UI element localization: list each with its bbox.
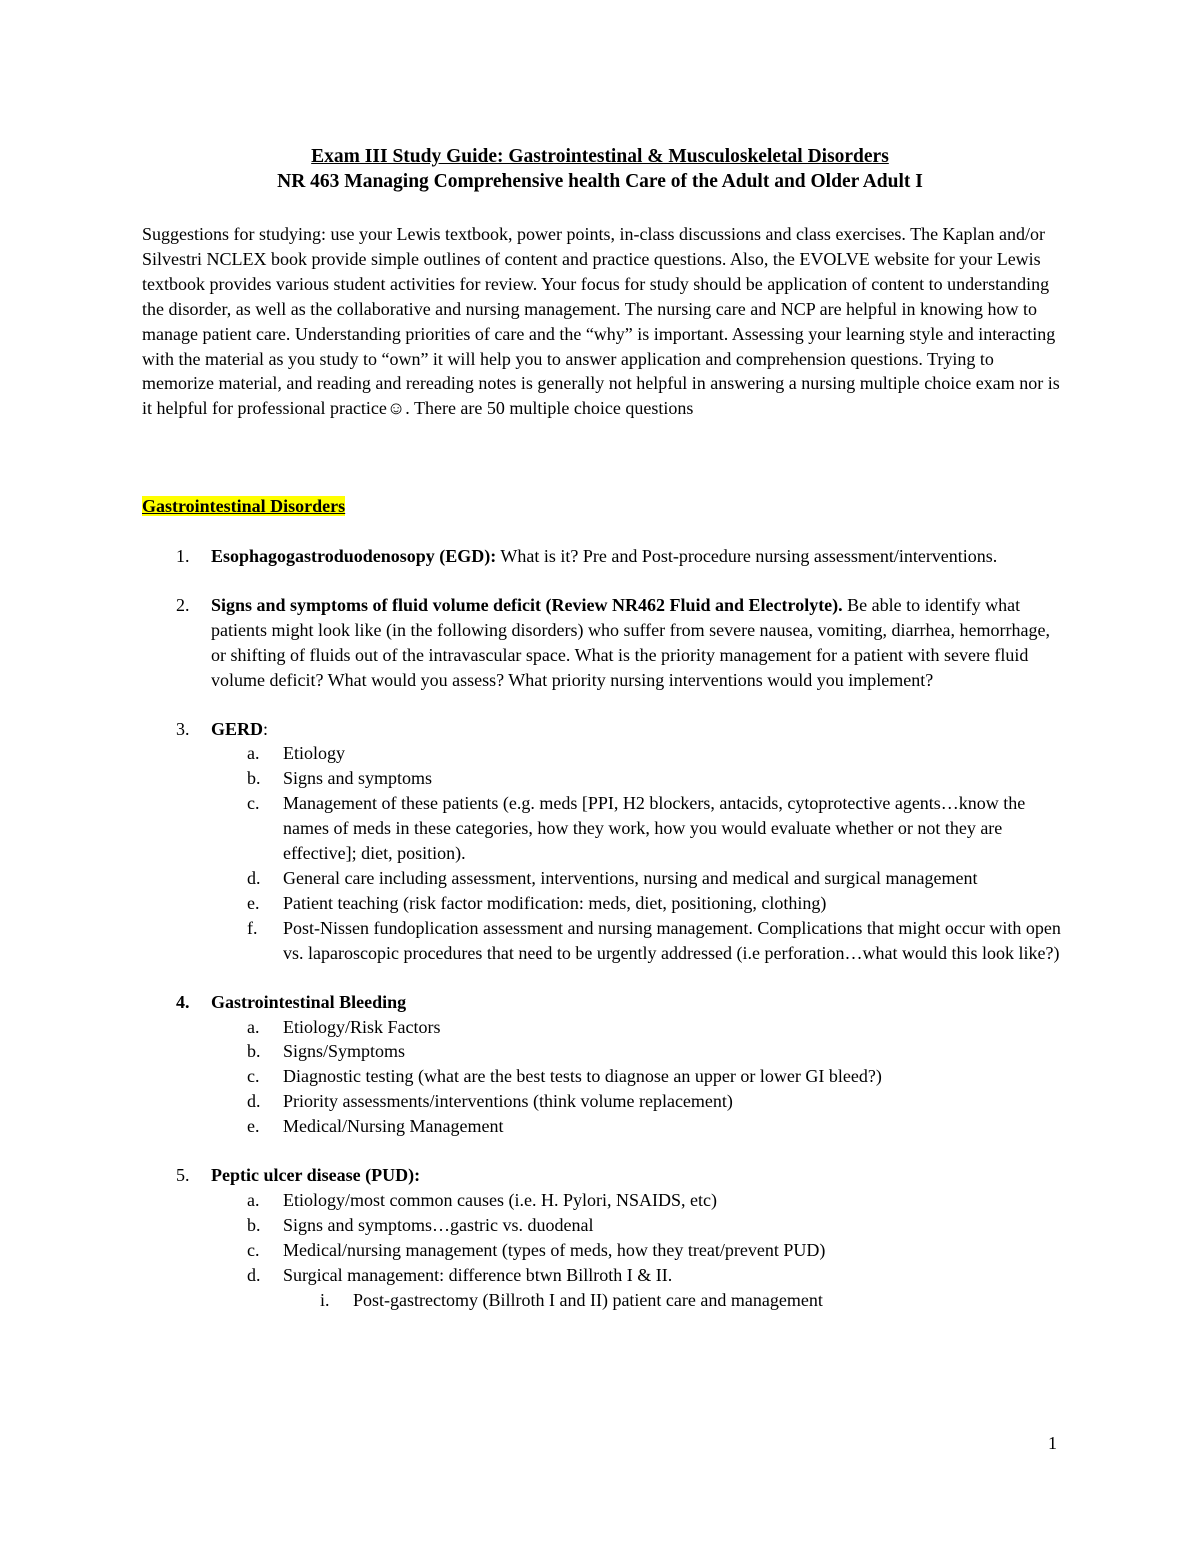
sub-sub-item-text: Post-gastrectomy (Billroth I and II) patient care and management [353, 1289, 823, 1310]
sub-item [0, 916, 1200, 966]
sub-item [0, 1213, 1200, 1238]
sub-item [0, 891, 1200, 916]
sub-item [0, 791, 1200, 866]
sub-item-text: Etiology [283, 743, 345, 764]
document-title: Exam III Study Guide: Gastrointestinal & Musculoskeletal Disorders [311, 146, 889, 167]
item-heading: Signs and symptoms of fluid volume deficit (Review NR462 Fluid and Electrolyte). [211, 594, 843, 615]
document-subtitle: NR 463 Managing Comprehensive health Care of the Adult and Older Adult I [277, 171, 923, 192]
sub-item-letter: c. [247, 1239, 260, 1260]
sub-item [0, 1064, 1200, 1089]
sub-item [0, 1114, 1200, 1139]
item-text [211, 990, 1061, 1015]
sub-item-letter: b. [247, 1041, 261, 1062]
sub-item-text: Etiology/Risk Factors [283, 1016, 441, 1037]
title-block [0, 144, 1200, 194]
item-number: 5. [176, 1165, 190, 1186]
sub-item-letter: c. [247, 793, 260, 814]
sub-item-text: Medical/Nursing Management [283, 1116, 504, 1137]
item-heading: GERD [211, 718, 264, 739]
item-number: 1. [176, 546, 190, 566]
item-body: : [263, 718, 269, 739]
sub-item-text: Priority assessments/interventions (think volume replacement) [283, 1091, 733, 1112]
intro-paragraph: Suggestions for studying: use your Lewis textbook, power points, in-class discussions and class exercises. The Kaplan and/or Silvestri NCLEX book provide simple outlines of content and practice questions. Also, the EVOLVE website for your Lewis textbook provides various student activities for review. Your focus for study should be application of content to understanding the disorder, as well as the collaborative and nursing management. The nursing care and NCP are helpful in knowing how to manage patient care. Understanding priorities of care and the “why” is important. Assessing your learning style and interacting with the material as you study to “own” it will help you to answer application and comprehension questions. Trying to memorize material, and reading and rereading notes is generally not helpful in answering a nursing multiple choice exam nor is it helpful for professional practice☺. There are 50 multiple choice questions [142, 224, 1060, 419]
item-number: 3. [176, 718, 190, 739]
sub-item-text: Signs and symptoms [283, 768, 433, 789]
sub-item-letter: a. [247, 1016, 260, 1037]
list-item [0, 1163, 1200, 1312]
sub-item [0, 741, 1200, 766]
sub-item-text: Surgical management: difference btwn Billroth I & II. [283, 1264, 673, 1285]
sub-item-text: Medical/nursing management (types of meds, how they treat/prevent PUD) [283, 1239, 826, 1260]
item-text [211, 593, 1061, 693]
sub-item-text: Diagnostic testing (what are the best tests to diagnose an upper or lower GI bleed?) [283, 1066, 882, 1087]
sub-item [0, 1015, 1200, 1040]
sub-item-letter: c. [247, 1066, 260, 1087]
sub-item-text: Post-Nissen fundoplication assessment and nursing management. Complications that might occur with open vs. laparoscopic procedures that need to be urgently addressed (i.e perforation…what would this look like?) [283, 917, 1061, 963]
sub-sub-item-letter: i. [320, 1289, 330, 1310]
item-text [211, 717, 1061, 742]
sub-item-letter: a. [247, 743, 260, 764]
list-item [0, 593, 1200, 693]
sub-item-text: Signs and symptoms…gastric vs. duodenal [283, 1214, 594, 1235]
item-text [211, 1163, 1061, 1188]
sub-item-text: Etiology/most common causes (i.e. H. Pylori, NSAIDS, etc) [283, 1189, 717, 1210]
sub-item [0, 1089, 1200, 1114]
list-item [0, 544, 1200, 569]
list-item [0, 717, 1200, 966]
sub-item [0, 1238, 1200, 1263]
sub-item [0, 766, 1200, 791]
sub-item [0, 1263, 1200, 1288]
sub-item-letter: a. [247, 1189, 260, 1210]
sub-item-letter: d. [247, 1264, 261, 1285]
sub-item-text: Patient teaching (risk factor modification: meds, diet, positioning, clothing) [283, 892, 827, 913]
section-title [142, 494, 345, 518]
section-title-text: Gastrointestinal Disorders [142, 496, 346, 516]
sub-item-text: General care including assessment, interventions, nursing and medical and surgical management [283, 867, 978, 888]
item-number: 4. [176, 991, 190, 1012]
sub-item-letter: e. [247, 892, 260, 913]
sub-item-letter: e. [247, 1116, 260, 1137]
sub-item-letter: d. [247, 867, 261, 888]
item-text [211, 544, 1061, 569]
item-heading: Peptic ulcer disease (PUD): [211, 1165, 421, 1186]
sub-item-text: Management of these patients (e.g. meds [PPI, H2 blockers, antacids, cytoprotective agents…know the names of meds in these categories, how they work, how you would evaluate whether or not they are effective]; diet, position). [283, 793, 1026, 864]
item-body: Be able to identify what patients might look like (in the following disorders) who suffer from severe nausea, vomiting, diarrhea, hemorrhage, or shifting of fluids out of the intravascular space. What is the priority management for a patient with severe fluid volume deficit? What would you assess? What priority nursing interventions would you implement? [211, 594, 1050, 690]
sub-item-letter: b. [247, 1214, 261, 1235]
sub-item-letter: d. [247, 1091, 261, 1112]
item-number: 2. [176, 594, 190, 615]
sub-sub-item [0, 1288, 1200, 1313]
sub-item [0, 866, 1200, 891]
topic-list [0, 544, 1200, 1336]
sub-item [0, 1039, 1200, 1064]
sub-item-text: Signs/Symptoms [283, 1041, 406, 1062]
sub-item-letter: f. [247, 917, 258, 938]
sub-item-letter: b. [247, 768, 261, 789]
sub-item [0, 1188, 1200, 1213]
list-item [0, 990, 1200, 1139]
item-body: What is it? Pre and Post-procedure nursing assessment/interventions. [496, 546, 998, 566]
item-heading: Gastrointestinal Bleeding [211, 991, 407, 1012]
item-heading: Esophagogastroduodenosopy (EGD): [211, 546, 497, 566]
page-number: 1 [1048, 1433, 1057, 1453]
